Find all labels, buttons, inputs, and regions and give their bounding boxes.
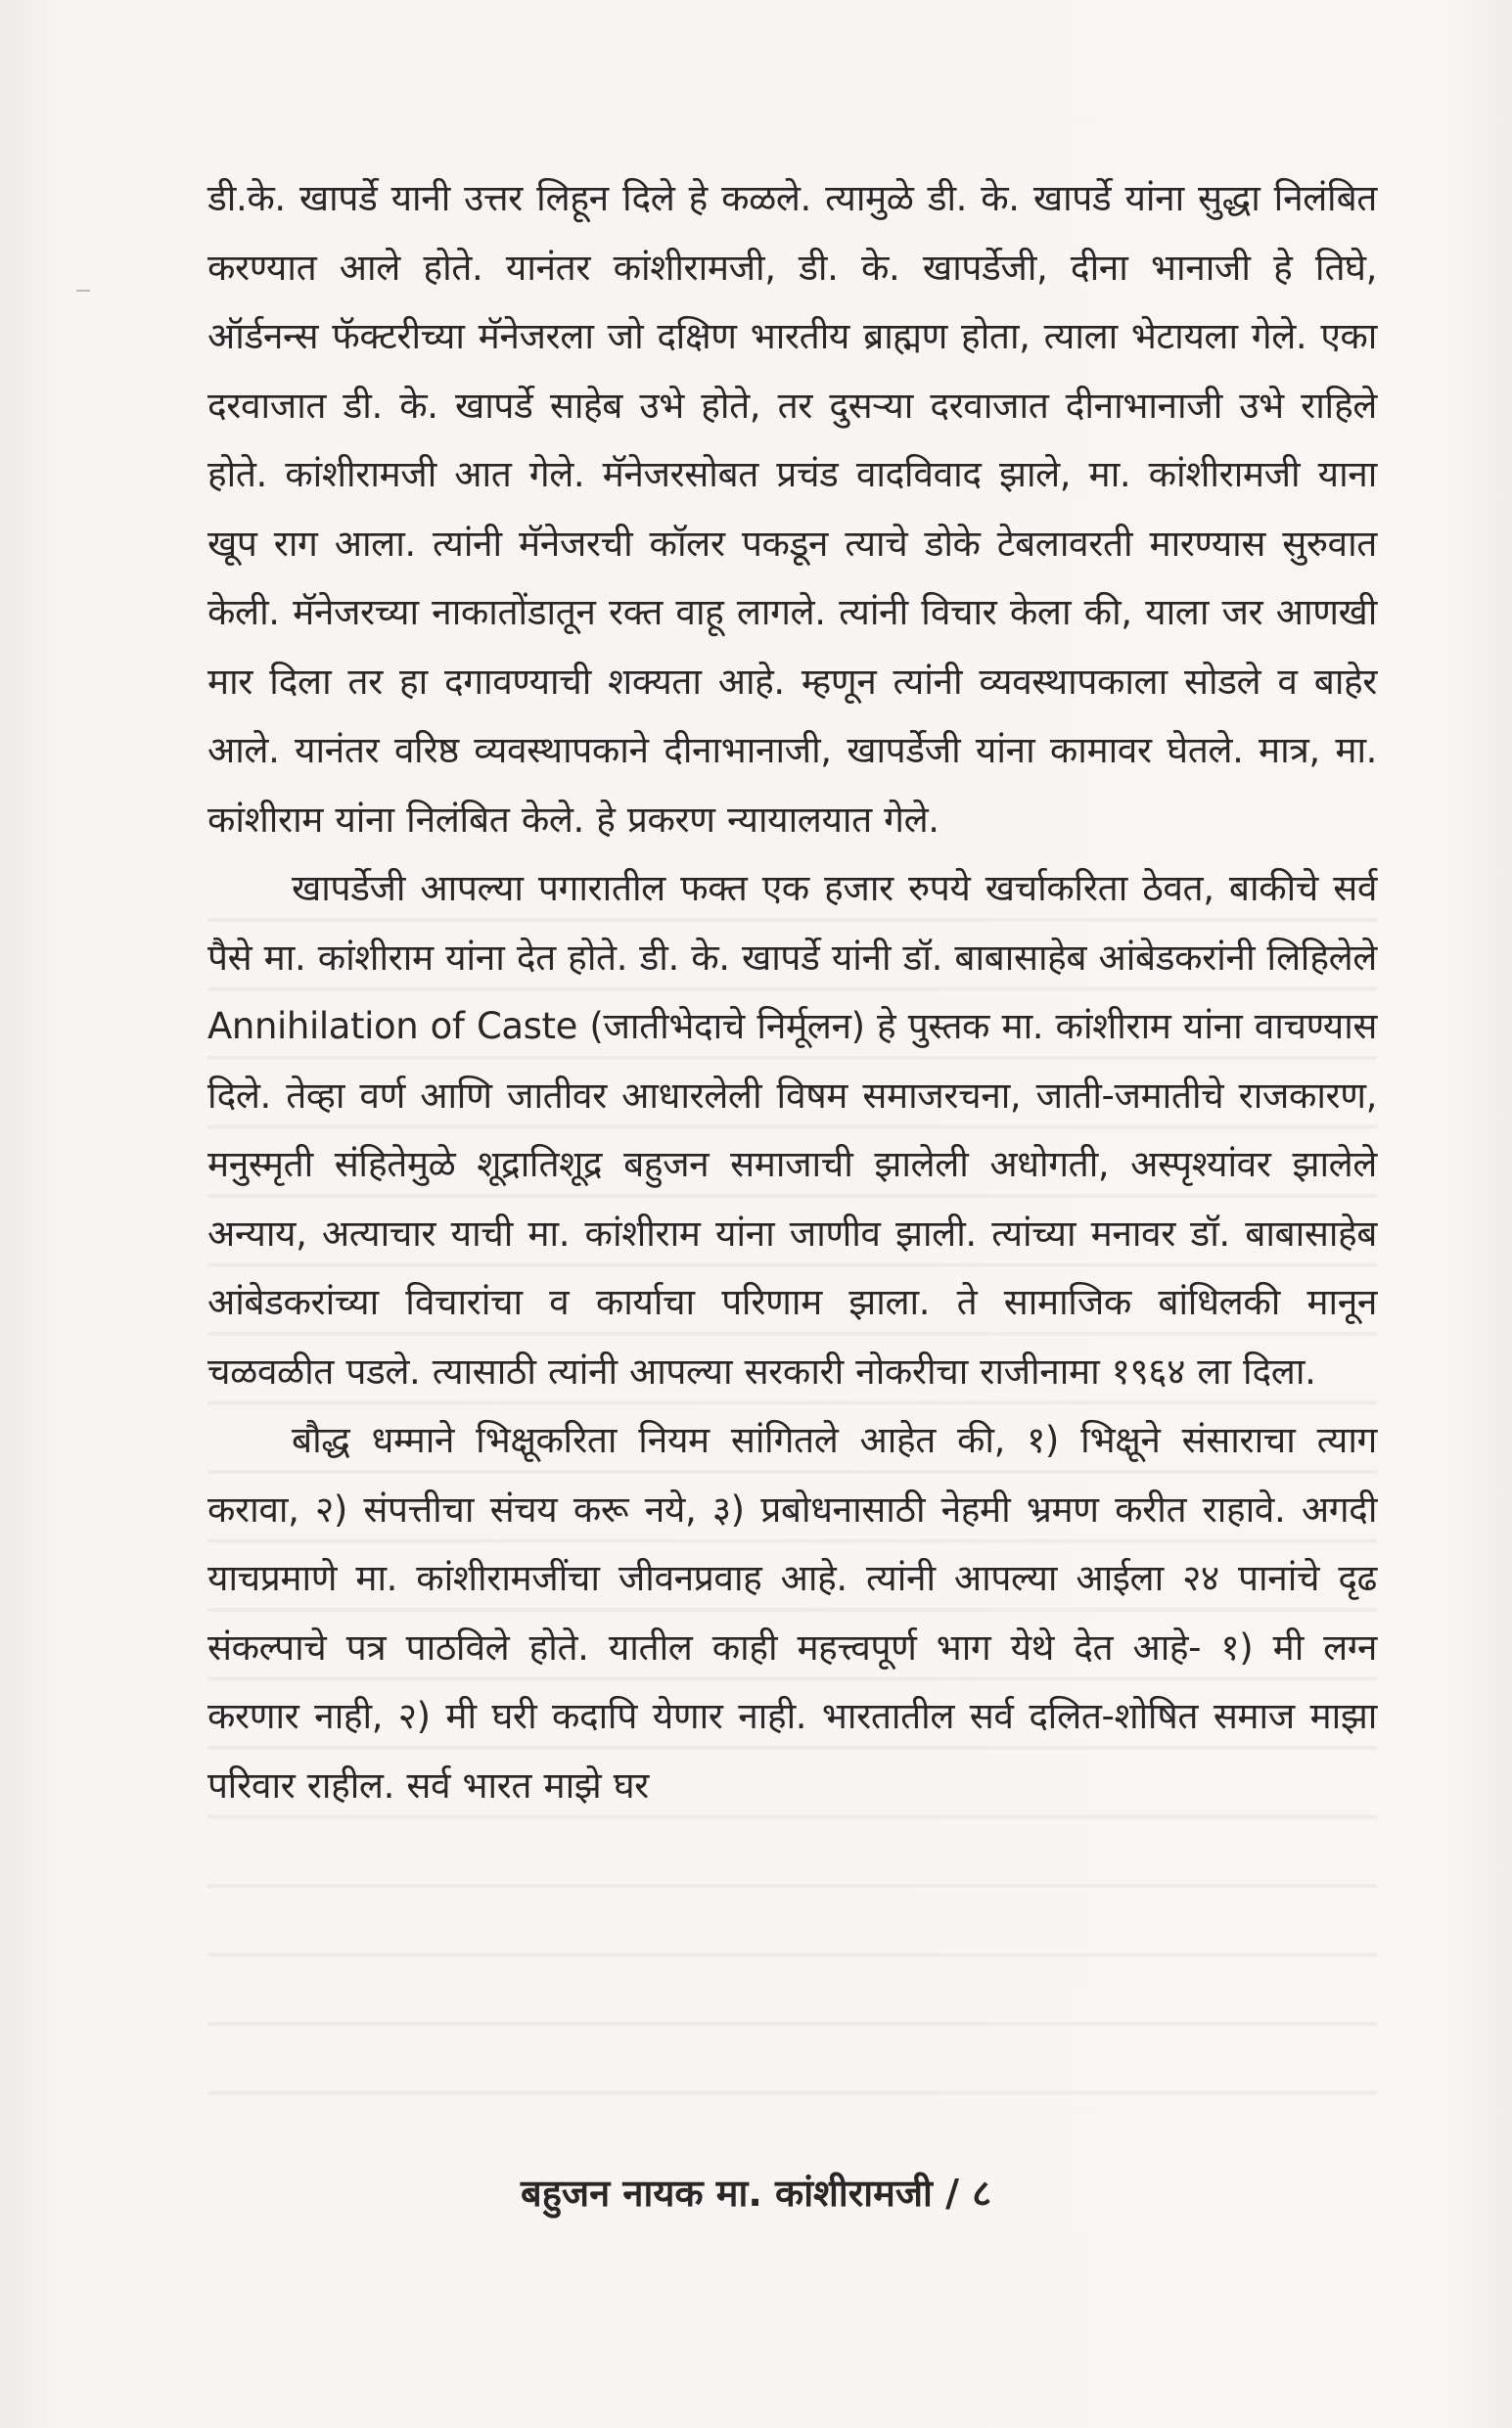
paragraph-3: बौद्ध धम्माने भिक्षूकरिता नियम सांगितले आहेत की, १) भिक्षूने संसाराचा त्याग करावा, २) संपत्तीचा संचय करू नये, ३) प्रबोधनासाठी नेहमी भ्रमण करीत राहावे. अगदी याचप्रमाणे मा. कांशीरामजींचा जीवनप्रवाह आहे. त्यांनी आपल्या आईला २४ पानांचे दृढ संकल्पाचे पत्र पाठविले होते. यातील काही महत्त्वपूर्ण भाग येथे देत आहे- १) मी लग्न करणार नाही, २) मी घरी कदापि येणार नाही. भारतातील सर्व दलित-शोषित समाज माझा परिवार राहील. सर्व भारत माझे घर <box>207 1419 1377 1807</box>
body-text <box>207 164 1377 1820</box>
page-footer: बहुजन नायक मा. कांशीरामजी / ८ <box>521 2172 991 2215</box>
paragraph-1: डी.के. खापर्डे यानी उत्तर लिहून दिले हे कळले. त्यामुळे डी. के. खापर्डे यांना सुद्धा निलंबित करण्यात आले होते. यानंतर कांशीरामजी, डी. के. खापर्डेजी, दीना भानाजी हे तिघे, ऑर्डनन्स फॅक्टरीच्या मॅनेजरला जो दक्षिण भारतीय ब्राह्मण होता, त्याला भेटायला गेले. एका दरवाजात डी. के. खापर्डे साहेब उभे होते, तर दुसऱ्या दरवाजात दीनाभानाजी उभे राहिले होते. कांशीरामजी आत गेले. मॅनेजरसोबत प्रचंड वादविवाद झाले, मा. कांशीरामजी याना खूप राग आला. त्यांनी मॅनेजरची कॉलर पकडून त्याचे डोके टेबलावरती मारण्यास सुरुवात केली. मॅनेजरच्या नाकातोंडातून रक्त वाहू लागले. त्यांनी विचार केला की, याला जर आणखी मार दिला तर हा दगावण्याची शक्यता आहे. म्हणून त्यांनी व्यवस्थापकाला सोडले व बाहेर आले. यानंतर वरिष्ठ व्यवस्थापकाने दीनाभानाजी, खापर्डेजी यांना कामावर घेतले. मात्र, मा. कांशीराम यांना निलंबित केले. हे प्रकरण न्यायालयात गेले. <box>207 177 1377 841</box>
margin-mark <box>76 290 90 292</box>
paragraph-2: खापर्डेजी आपल्या पगारातील फक्त एक हजार रुपये खर्चाकरिता ठेवत, बाकीचे सर्व पैसे मा. कांशीराम यांना देत होते. डी. के. खापर्डे यांनी डॉ. बाबासाहेब आंबेडकरांनी लिहिलेले Annihilation of Caste (जातीभेदाचे निर्मूलन) हे पुस्तक मा. कांशीराम यांना वाचण्यास दिले. तेव्हा वर्ण आणि जातीवर आधारलेली विषम समाजरचना, जाती-जमातीचे राजकारण, मनुस्मृती संहितेमुळे शूद्रातिशूद्र बहुजन समाजाची झालेली अधोगती, अस्पृश्यांवर झालेले अन्याय, अत्याचार याची मा. कांशीराम यांना जाणीव झाली. त्यांच्या मनावर डॉ. बाबासाहेब आंबेडकरांच्या विचारांचा व कार्याचा परिणाम झाला. ते सामाजिक बांधिलकी मानून चळवळीत पडले. त्यासाठी त्यांनी आपल्या सरकारी नोकरीचा राजीनामा १९६४ ला दिला. <box>207 867 1377 1393</box>
